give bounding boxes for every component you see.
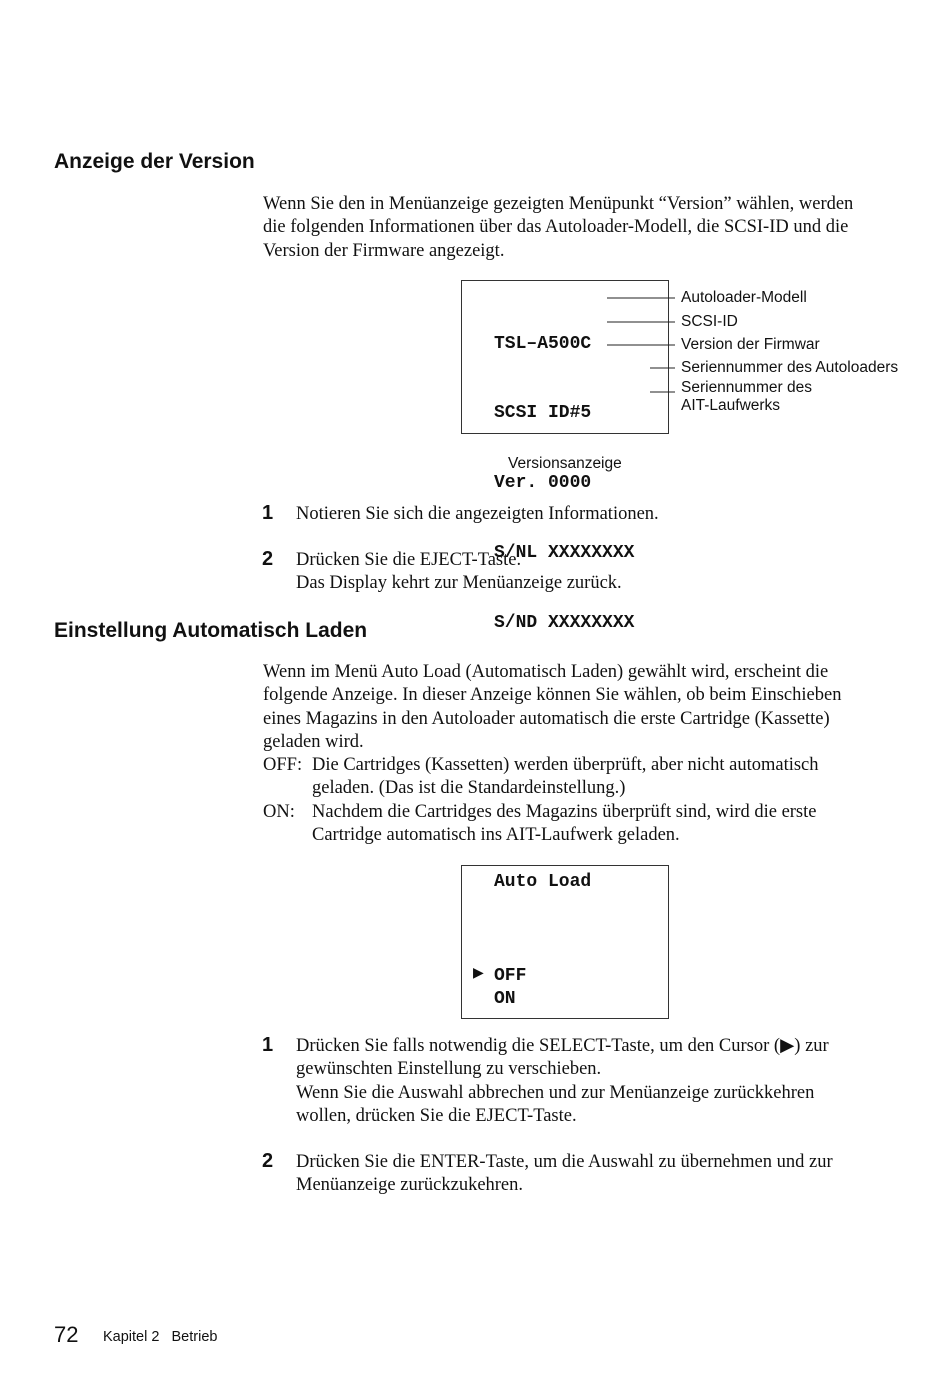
step-number: 1 <box>262 1034 274 1056</box>
display-option-off: OFF <box>494 966 527 986</box>
step-text: Drücken Sie falls notwendig die SELECT-Taste, um den Cursor (▶) zur gewünschten Einstellung zu verschieben. Wenn Sie die Auswahl abbrechen und zur Menüanzeige zurückkehren wollen, drücken Sie die EJECT-Taste. <box>296 1036 829 1126</box>
callout-serial-autoloader: Seriennummer des Autoloaders <box>681 359 899 376</box>
step-text: Drücken Sie die EJECT-Taste. Das Display kehrt zur Menüanzeige zurück. <box>296 550 622 594</box>
callout-scsi-id: SCSI-ID <box>681 313 738 330</box>
section-heading-version: Anzeige der Version <box>54 150 255 173</box>
step-text: Drücken Sie die ENTER-Taste, um die Auswahl zu übernehmen und zur Menüanzeige zurückzukehren. <box>296 1152 833 1196</box>
step-number: 2 <box>262 548 274 570</box>
callout-firmware-version: Version der Firmwar <box>681 336 820 353</box>
auto-load-intro <box>263 661 873 847</box>
cursor-arrow-icon: ▶ <box>473 965 484 981</box>
option-off-description: OFF: Die Cartridges (Kassetten) werden überprüft, aber nicht automatisch geladen. (Das ist die Standardeinstellung.) <box>263 755 819 799</box>
callout-serial-drive-line1: Seriennummer des <box>681 379 812 396</box>
chapter-label: Kapitel 2 Betrieb <box>103 1329 218 1345</box>
callout-serial-drive-line2: AIT-Laufwerks <box>681 397 781 414</box>
display-line-scsi: SCSI ID#5 <box>494 403 592 424</box>
option-on-description: ON: Nachdem die Cartridges des Magazins überprüft sind, wird die erste Cartridge automatisch ins AIT-Laufwerk geladen. <box>263 801 817 846</box>
page-number: 72 <box>54 1322 79 1347</box>
display-line-serial-loader: S/NL XXXXXXXX <box>494 543 635 564</box>
display-option-on: ON <box>494 989 516 1009</box>
figure-caption-version: Versionsanzeige <box>508 455 622 472</box>
display-line-version: Ver. 0000 <box>494 473 592 494</box>
step-text: Notieren Sie sich die angezeigten Informationen. <box>296 504 659 524</box>
display-line-model: TSL–A500C <box>494 333 592 354</box>
step-number: 2 <box>262 1150 274 1172</box>
callout-autoloader-model: Autoloader-Modell <box>681 289 807 306</box>
step-number: 1 <box>262 502 274 524</box>
display-line-serial-drive: S/ND XXXXXXXX <box>494 613 635 634</box>
auto-load-display-title: Auto Load <box>494 872 592 892</box>
version-intro-paragraph: Wenn Sie den in Menüanzeige gezeigten Menüpunkt “Version” wählen, werden die folgenden Informationen über das Autoloader-Modell, die SCSI-ID und die Version der Firmware angezeigt. <box>263 194 854 261</box>
section-heading-auto-load: Einstellung Automatisch Laden <box>54 619 368 642</box>
auto-load-intro-paragraph: Wenn im Menü Auto Load (Automatisch Laden) gewählt wird, erscheint die folgende Anzeige. In dieser Anzeige können Sie wählen, ob beim Einschieben eines Magazins in den Autoloader automatisch die erste Cartridge (Kassette) geladen wird. <box>263 662 842 752</box>
